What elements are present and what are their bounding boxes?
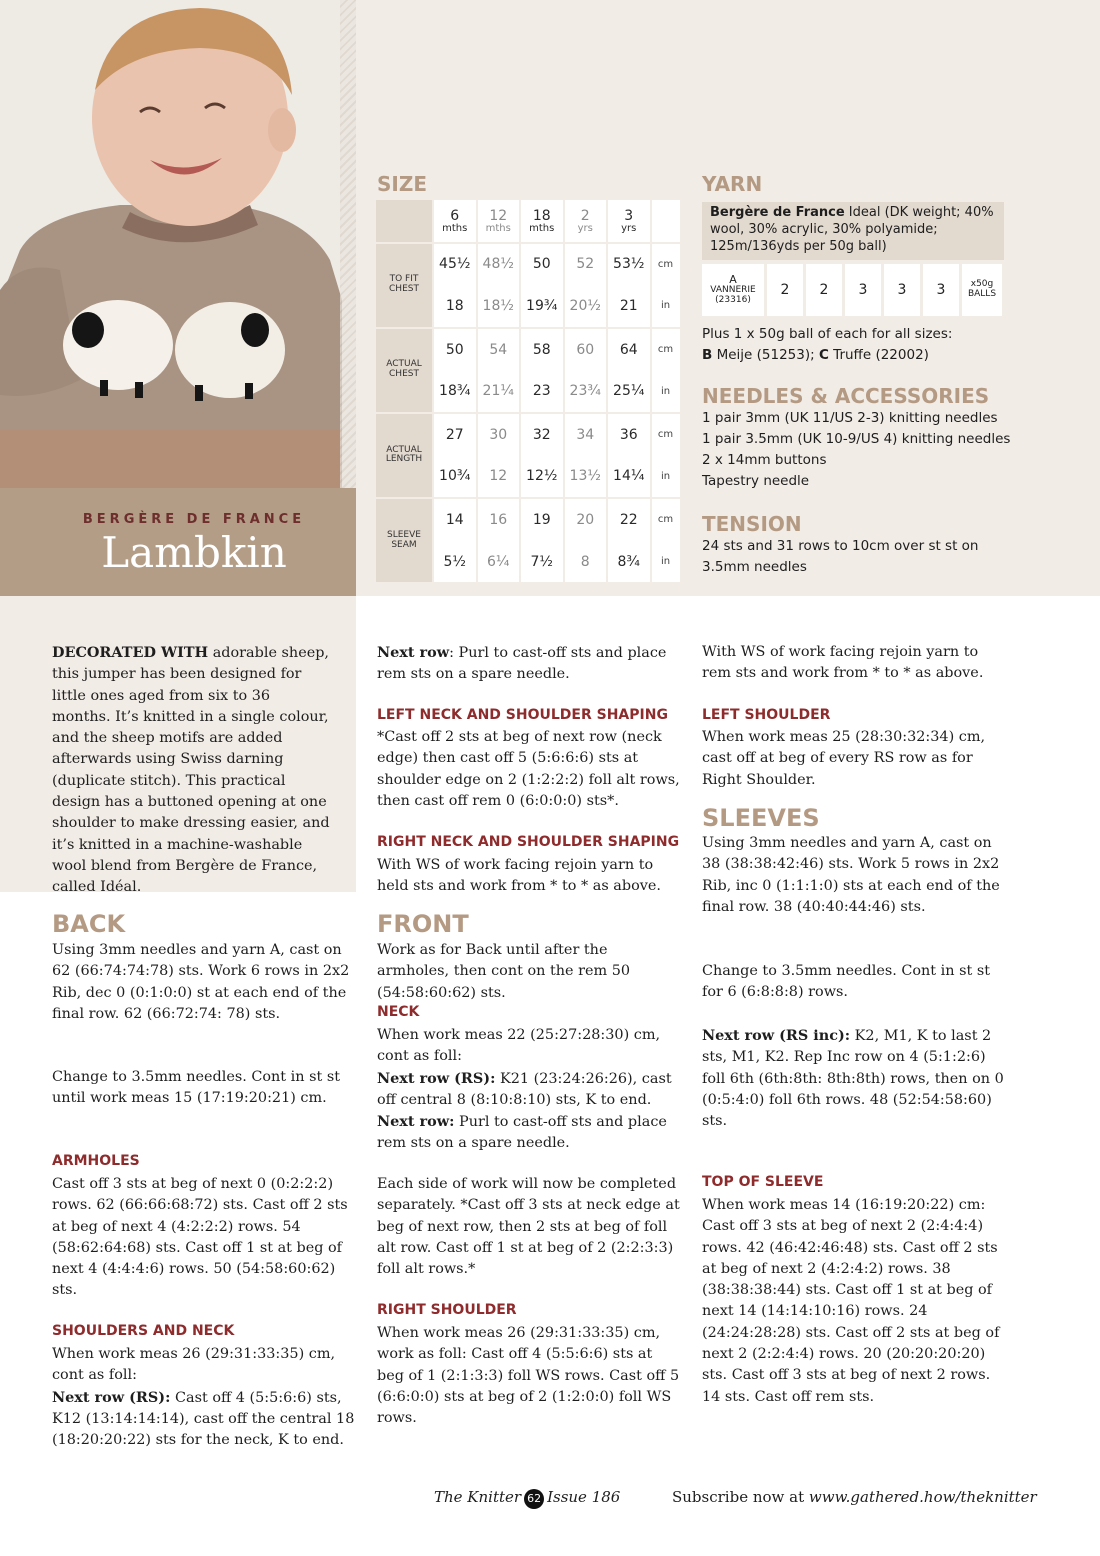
contrast-yarns [702,345,1012,366]
footer-issue [434,1488,620,1509]
size-value-cell: 36 [608,414,650,456]
size-value-cell: 52 [565,244,607,286]
shade-letter: A [729,273,737,287]
size-value-cell: 20½ [565,285,607,327]
right-shoulder-heading: RIGHT SHOULDER [377,1302,517,1318]
size-unit-cell: in [652,285,680,327]
size-value-cell: 13½ [565,456,607,498]
yarn-b-name: Meije (51253); [712,347,819,363]
shade-code: (23316) [715,295,751,306]
size-value-cell: 18 [434,285,476,327]
needle-item: Tapestry needle [702,473,810,489]
next-row-text: : Purl to cast-off sts and place rem sts on a spare needle. [377,645,667,683]
tension-text: 24 sts and 31 rows to 10cm over st st on 3.5mm needles [702,538,979,575]
size-value-cell: 20 [565,499,607,541]
size-header-cell [434,200,476,242]
intro-text [52,642,332,899]
top-sleeve-text: When work meas 14 (16:19:20:22) cm: Cast off 3 sts at beg of next 2 (2:4:4:4) rows. 42 (46:42:46:48) sts. Cast off 2 sts at beg of next 2 (4:2:4:2) rows. 38 (38:38:38:44) sts. Cast off 1 st at beg of next 14 (14:14:10:16) rows. 24 (24:24:28:28) sts. Cast off 2 sts at beg of next 2 (2:2:4:4) rows. 20 (20:20:20:20) sts. Cast off 3 sts at beg of next 2 rows. 14 sts. Cast off rem sts. [702,1197,1000,1405]
size-value-cell: 64 [608,329,650,371]
brand-name: BERGÈRE DE FRANCE [82,512,306,527]
tension-heading: TENSION [702,512,802,536]
yarn-quantity-row [702,264,1002,316]
size-value-cell: 34 [565,414,607,456]
front-heading: FRONT [377,910,469,938]
size-group-label: ACTUAL CHEST [376,329,432,412]
yarn-shade-cell [702,264,764,316]
intro-body: adorable sheep, this jumper has been designed for little ones aged from six to 36 months. It’s knitted in a single colour, and the sheep motifs are added afterwards using Swiss darning (duplicate stitch). This practical design has a buttoned opening at one shoulder to make dressing easier, and it’s knitted in a machine-washable wool blend from Bergère de France, called Idéal. [52,645,330,896]
yarn-ball-count: 3 [923,264,959,316]
sleeves-inc [702,1025,1008,1132]
yarn-description [702,202,1004,260]
size-value-cell: 8 [565,541,607,583]
size-value-cell: 21¼ [478,370,520,412]
armholes-text: Cast off 3 sts at beg of next 0 (0:2:2:2) rows. 62 (66:66:68:72) sts. Cast off 2 sts at beg of next 4 (4:2:2:2) rows. 54 (58:62:64:68) sts. Cast off 1 st at beg of next 4 (4:4:4:6) rows. 50 (54:58:60:62) sts. [52,1176,348,1299]
size-number: 2 [580,207,590,224]
shoulders-next-row: Next row (RS): [52,1388,171,1406]
size-unit: yrs [577,222,593,234]
needles-heading: NEEDLES & ACCESSORIES [702,384,990,408]
size-header-cell [565,200,607,242]
size-group-label: ACTUAL LENGTH [376,414,432,497]
inc-row-text: K2, M1, K to last 2 sts, M1, K2. Rep Inc row on 4 (5:1:2:6) foll 6th (6th:8th: 8th:8th) rows, then on 0 (0:5:4:0) foll 6th rows. 48 (52:54:58:60) sts. [702,1028,1004,1130]
neck-intro: When work meas 22 (25:27:28:30) cm, cont as foll: [377,1027,661,1065]
size-value-cell: 22 [608,499,650,541]
page-number: 62 [524,1489,544,1509]
size-unit-cell: cm [652,244,680,286]
yarn-c-letter: C [818,347,829,363]
size-row-cm [376,499,682,550]
needles-list [702,408,1012,492]
left-neck-heading: LEFT NECK AND SHOULDER SHAPING [377,707,668,723]
yarn-ball-count: 2 [767,264,803,316]
shoulders-heading: SHOULDERS AND NECK [52,1323,235,1339]
yarn-c-name: Truffe (22002) [828,347,929,363]
shoulders-instructions: Cast off 4 (5:5:6:6) sts, K12 (13:14:14:14), cast off the central 18 (18:20:20:22) sts for the neck, K to end. [52,1389,355,1449]
yarn-ball-count: 3 [884,264,920,316]
yarn-extra [702,324,1012,366]
size-table [376,200,682,582]
neck-next-text: Purl to cast-off sts and place rem sts on a spare needle. [377,1114,667,1152]
size-value-cell: 30 [478,414,520,456]
size-unit-cell: in [652,456,680,498]
size-value-cell: 21 [608,285,650,327]
yarn-ball-count: 2 [806,264,842,316]
sleeves-cast-on: Using 3mm needles and yarn A, cast on 38 (38:38:42:46) sts. Work 5 rows in 2x2 Rib, inc 0 (1:1:1:0) sts at each end of the final row. 38 (40:40:44:46) sts. [702,835,1000,915]
size-value-cell: 8¾ [608,541,650,583]
intro-lead: DECORATED WITH [52,644,209,661]
size-unit-cell: cm [652,329,680,371]
neck-text [377,1025,683,1155]
size-value-cell: 53½ [608,244,650,286]
size-value-cell: 48½ [478,244,520,286]
shoulders-text [52,1344,358,1451]
each-side-text: Each side of work will now be completed separately. *Cast off 3 sts at neck edge at beg of next row, then 2 sts at beg of foll alt row. Cast off 1 st at beg of 2 (2:2:3:3) foll alt rows.* [377,1176,680,1278]
size-value-cell: 6¼ [478,541,520,583]
size-value-cell: 12½ [521,456,563,498]
size-value-cell: 14 [434,499,476,541]
inc-row-label: Next row (RS inc): [702,1027,851,1044]
size-value-cell: 32 [521,414,563,456]
size-group-label: SLEEVE SEAM [376,499,432,582]
size-heading: SIZE [377,172,428,196]
size-header-blank [376,200,432,242]
sleeves-heading: SLEEVES [702,804,820,832]
baby-photo [0,0,342,488]
needle-item: 1 pair 3.5mm (UK 10-9/US 4) knitting needles [702,431,1011,447]
neck-heading: NECK [377,1004,420,1020]
size-number: 12 [489,207,508,224]
plus-line: Plus 1 x 50g ball of each for all sizes: [702,326,953,342]
size-number: 3 [624,207,634,224]
next-row-label: Next row [377,644,450,661]
size-value-cell: 12 [478,456,520,498]
yarn-spec: Ideal (DK weight; 40% wool, 30% acrylic, 30% polyamide; 125m/136yds per 50g ball) [710,205,994,254]
size-unit-cell: cm [652,499,680,541]
size-unit-cell: cm [652,414,680,456]
size-value-cell: 50 [434,329,476,371]
size-value-cell: 45½ [434,244,476,286]
size-unit: mths [529,222,555,234]
back-heading: BACK [52,910,126,938]
right-neck-text: With WS of work facing rejoin yarn to held sts and work from * to * as above. [377,857,661,895]
size-row-cm [376,244,682,295]
shade-name: VANNERIE [710,285,756,296]
size-header-unit [652,200,680,242]
yarn-heading: YARN [702,172,763,196]
left-shoulder-text: When work meas 25 (28:30:32:34) cm, cast off at beg of every RS row as for Right Shoulder. [702,729,986,788]
size-row-cm [376,329,682,380]
size-value-cell: 18½ [478,285,520,327]
size-row-cm [376,414,682,465]
back-cast-on: Using 3mm needles and yarn A, cast on 62 (66:74:74:78) sts. Work 6 rows in 2x2 Rib, dec 0 (0:1:0:0) st at each end of the final row. 62 (66:72:74: 78) sts. [52,942,350,1022]
back-change-needles: Change to 3.5mm needles. Cont in st st until work meas 15 (17:19:20:21) cm. [52,1069,341,1107]
size-number: 18 [532,207,551,224]
size-unit: yrs [621,222,637,234]
size-value-cell: 19 [521,499,563,541]
size-value-cell: 23 [521,370,563,412]
pattern-title: Lambkin [101,528,287,577]
size-value-cell: 5½ [434,541,476,583]
size-value-cell: 10¾ [434,456,476,498]
size-value-cell: 50 [521,244,563,286]
size-value-cell: 58 [521,329,563,371]
size-value-cell: 7½ [521,541,563,583]
size-value-cell: 14¼ [608,456,650,498]
right-shoulder-text: When work meas 26 (29:31:33:35) cm, work as foll: Cast off 4 (5:5:6:6) sts at beg of 1 (2:1:3:3) foll WS rows. Cast off 5 (6:6:0:0) sts at beg of 2 (1:2:0:0) foll WS rows. [377,1325,680,1427]
subscribe-url[interactable]: www.gathered.how/theknitter [808,1488,1037,1506]
size-value-cell: 18¾ [434,370,476,412]
footer-subscribe [672,1488,1037,1506]
size-unit: mths [442,222,468,234]
top-sleeve-heading: TOP OF SLEEVE [702,1174,824,1190]
yarn-brand: Bergère de France [710,205,845,220]
armholes-heading: ARMHOLES [52,1153,140,1169]
yarn-b-letter: B [702,347,713,363]
front-text: Work as for Back until after the armholes, then cont on the rem 50 (54:58:60:62) sts. [377,942,631,1001]
magazine-name: The Knitter [434,1488,522,1506]
shoulders-intro: When work meas 26 (29:31:33:35) cm, cont as foll: [52,1346,336,1384]
size-value-cell: 19¾ [521,285,563,327]
col2-next-row [377,642,683,686]
size-value-cell: 60 [565,329,607,371]
size-header-cell [478,200,520,242]
left-neck-text: *Cast off 2 sts at beg of next row (neck edge) then cast off 5 (5:6:6:6) sts at shoulder edge on 2 (1:2:2:2) foll alt rows, then cast off rem 0 (6:0:0:0) sts*. [377,729,680,809]
yarn-ball-unit: x50g BALLS [962,264,1002,316]
size-group-label: TO FIT CHEST [376,244,432,327]
size-value-cell: 16 [478,499,520,541]
needle-item: 1 pair 3mm (UK 11/US 2-3) knitting needles [702,410,998,426]
issue-number: Issue 186 [547,1488,621,1506]
subscribe-label: Subscribe now at [672,1488,809,1506]
size-header-cell [521,200,563,242]
neck-next-row: Next row: [377,1113,455,1131]
size-value-cell: 23¾ [565,370,607,412]
size-number: 6 [450,207,460,224]
sleeves-change: Change to 3.5mm needles. Cont in st st for 6 (6:8:8:8) rows. [702,963,991,1001]
needle-item: 2 x 14mm buttons [702,452,827,468]
size-unit-cell: in [652,541,680,583]
col3-rejoin: With WS of work facing rejoin yarn to rem sts and work from * to * as above. [702,644,984,682]
size-value-cell: 25¼ [608,370,650,412]
size-value-cell: 54 [478,329,520,371]
neck-rs-text: K21 (23:24:26:26), cast off central 8 (8:10:8:10) sts, K to end. [377,1070,672,1108]
size-header-cell [608,200,650,242]
size-unit-cell: in [652,370,680,412]
baby-illustration [0,0,342,488]
size-header-row [376,200,682,242]
right-neck-heading: RIGHT NECK AND SHOULDER SHAPING [377,834,680,850]
size-value-cell: 27 [434,414,476,456]
size-unit: mths [485,222,511,234]
left-shoulder-heading: LEFT SHOULDER [702,707,831,723]
neck-next-row-rs: Next row (RS): [377,1069,496,1087]
yarn-ball-count: 3 [845,264,881,316]
